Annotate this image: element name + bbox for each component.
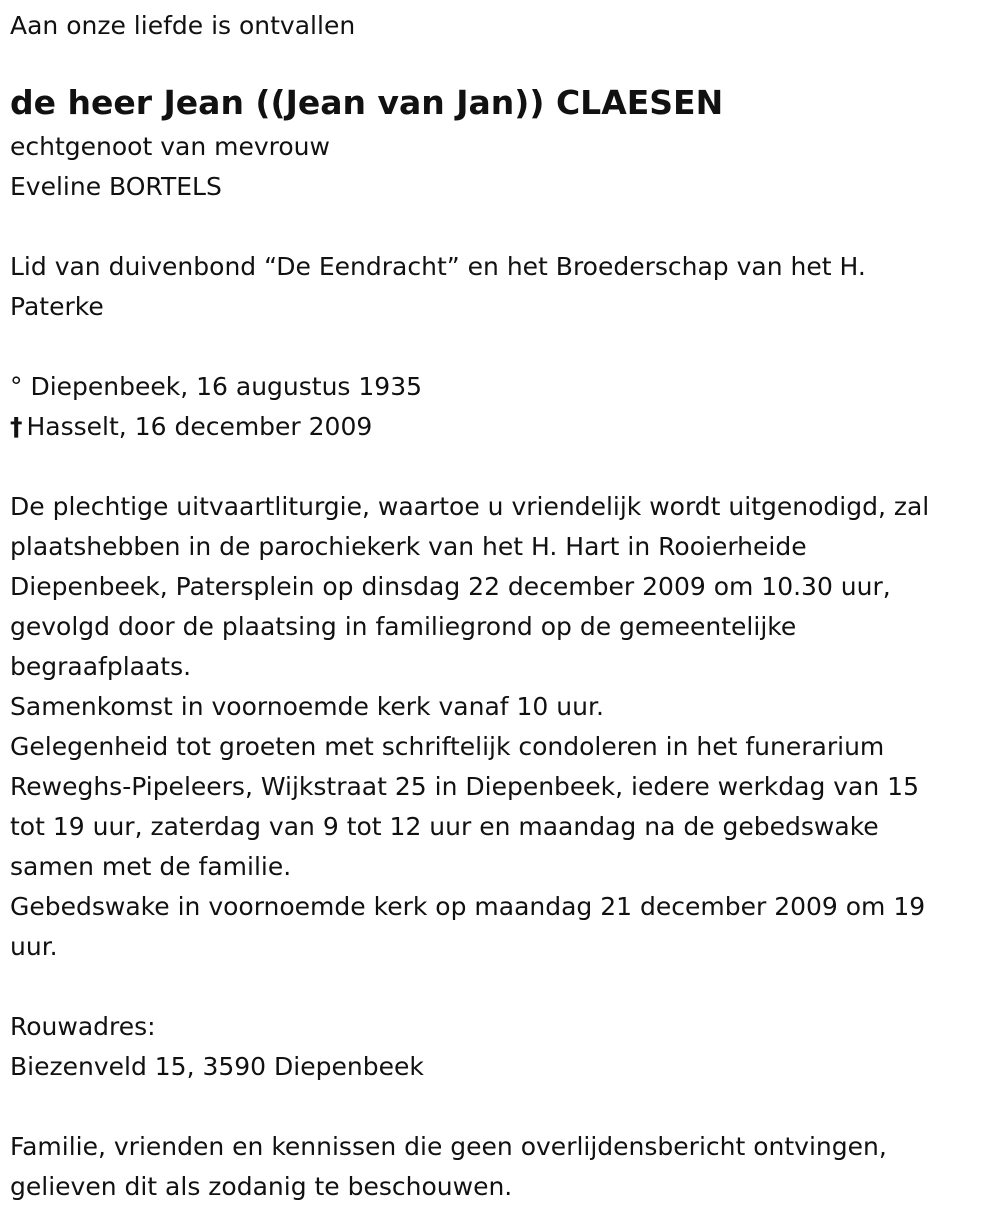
ceremony-line: Reweghs-Pipeleers, Wijkstraat 25 in Diepenbeek, iedere werkdag van 15 xyxy=(10,772,919,801)
dagger-icon: † xyxy=(10,412,23,441)
intro-text: Aan onze liefde is ontvallen xyxy=(10,11,356,40)
closing-line-2: gelieven dit als zodanig te beschouwen. xyxy=(10,1172,513,1201)
membership-line-1: Lid van duivenbond “De Eendracht” en het Broederschap van het H. xyxy=(10,252,866,281)
address-label: Rouwadres: xyxy=(10,1012,156,1041)
spacer xyxy=(10,207,990,247)
ceremony-section xyxy=(10,487,990,967)
address-value: Biezenveld 15, 3590 Diepenbeek xyxy=(10,1052,424,1081)
ceremony-line: Gelegenheid tot groeten met schriftelijk condoleren in het funerarium xyxy=(10,732,885,761)
ceremony-line: begraafplaats. xyxy=(10,652,192,681)
ceremony-line: samen met de familie. xyxy=(10,852,292,881)
ceremony-line: De plechtige uitvaartliturgie, waartoe u vriendelijk wordt uitgenodigd, zal xyxy=(10,492,930,521)
membership-line-2: Paterke xyxy=(10,292,104,321)
spacer xyxy=(10,46,990,79)
deceased-name: de heer Jean ((Jean van Jan)) CLAESEN xyxy=(10,83,724,122)
ceremony-line: Diepenbeek, Patersplein op dinsdag 22 december 2009 om 10.30 uur, xyxy=(10,572,891,601)
spacer xyxy=(10,967,990,1007)
ceremony-line: uur. xyxy=(10,932,58,961)
ceremony-line: Samenkomst in voornoemde kerk vanaf 10 uur. xyxy=(10,692,604,721)
spouse-line-2: Eveline BORTELS xyxy=(10,172,222,201)
spacer xyxy=(10,447,990,487)
spouse-line-1: echtgenoot van mevrouw xyxy=(10,132,330,161)
death-line xyxy=(10,407,990,447)
closing-line-1: Familie, vrienden en kennissen die geen overlijdensbericht ontvingen, xyxy=(10,1132,887,1161)
spacer xyxy=(10,327,990,367)
death-text: Hasselt, 16 december 2009 xyxy=(26,412,373,441)
ceremony-line: tot 19 uur, zaterdag van 9 tot 12 uur en maandag na de gebedswake xyxy=(10,812,879,841)
ceremony-line: gevolgd door de plaatsing in familiegrond op de gemeentelijke xyxy=(10,612,797,641)
ceremony-line: Gebedswake in voornoemde kerk op maandag 21 december 2009 om 19 xyxy=(10,892,926,921)
spacer xyxy=(10,1087,990,1127)
ceremony-line: plaatshebben in de parochiekerk van het H. Hart in Rooierheide xyxy=(10,532,807,561)
birth-line: ° Diepenbeek, 16 augustus 1935 xyxy=(10,372,423,401)
